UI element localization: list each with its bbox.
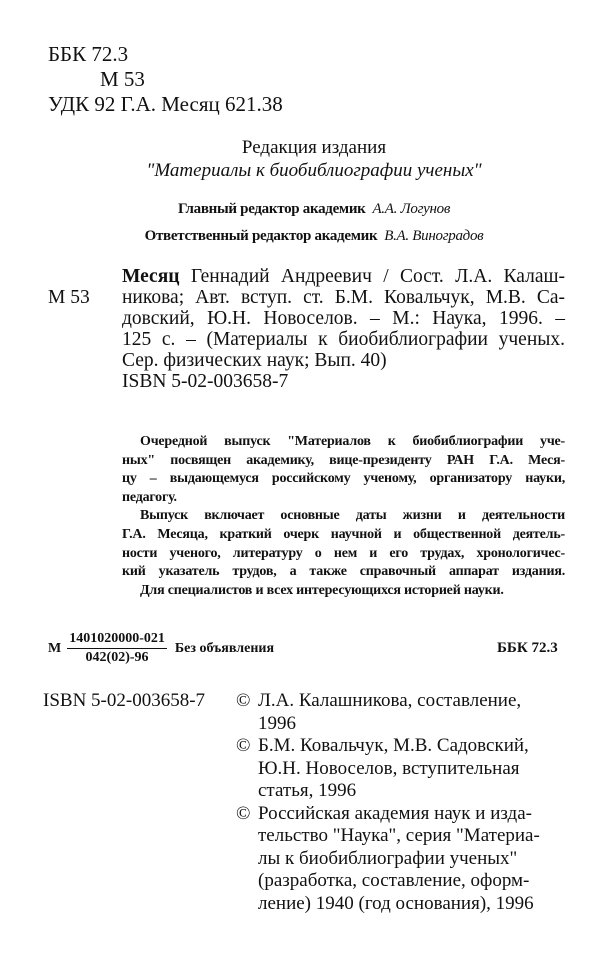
udk-code: УДК 92 Г.А. Месяц 621.38 — [48, 92, 283, 116]
annotation-line: Очередной выпуск "Материалов к биобиблиографии уче- — [140, 434, 565, 449]
imprint-fraction — [67, 630, 167, 667]
annotation-line: Выпуск включает основные даты жизни и деятельности — [140, 508, 565, 524]
imprint-letter: М — [48, 640, 62, 656]
responsible-editor — [10, 228, 608, 245]
copyright-icon: © — [236, 802, 251, 824]
bib-line: 125 с. – (Материалы к биобиблиографии ученых. — [122, 329, 565, 350]
imprint-bbk: ББК 72.3 — [497, 640, 558, 656]
imprint-note: Без объявления — [174, 640, 275, 656]
annotation — [122, 433, 565, 600]
copyright-item — [236, 735, 540, 803]
copyright-line: 1996 — [258, 712, 296, 734]
copyright-icon: © — [236, 735, 251, 756]
copyright-line: Л.А. Калашникова, составление, — [258, 690, 522, 711]
annotation-line: ности ученого, литературу о нем и его трудах, хронологичес- — [122, 545, 565, 561]
annotation-line: кий указатель трудов, а также справочный аппарат издания. — [122, 564, 565, 580]
responsible-editor-role: Ответственный редактор академик — [144, 228, 378, 244]
copyright-isbn: ISBN 5-02-003658-7 — [43, 690, 206, 711]
copyright-line: Ю.Н. Новоселов, вступительная — [258, 757, 520, 779]
imprint-denominator: 042(02)-96 — [85, 650, 149, 665]
chief-editor-name: А.А. Логунов — [372, 201, 451, 217]
annotation-line: педагогу. — [122, 489, 177, 505]
chief-editor-role: Главный редактор академик — [177, 201, 366, 217]
bbk-code: ББК 72.3 — [48, 42, 129, 66]
bibliographic-record — [122, 266, 565, 392]
editorial-title: Редакция издания — [241, 137, 387, 158]
bib-line — [122, 266, 565, 287]
bib-line-text: Геннадий Андреевич / Сост. Л.А. Калаш- — [179, 266, 565, 287]
annotation-line: цу – выдающемуся российскому ученому, организатору науки, — [122, 471, 565, 487]
bib-isbn: ISBN 5-02-003658-7 — [122, 371, 289, 392]
copyright-line: Российская академия наук и изда- — [258, 802, 532, 824]
bib-author-mark: М 53 — [48, 287, 90, 308]
bib-author-surname: Месяц — [122, 266, 180, 287]
bib-line: довский, Ю.Н. Новоселов. – М.: Наука, 1996. – — [122, 308, 565, 329]
copyright-item — [236, 690, 540, 735]
imprint-numerator: 1401020000-021 — [67, 630, 167, 649]
copyright-icon: © — [236, 690, 251, 711]
author-mark: М 53 — [100, 67, 145, 91]
chief-editor — [10, 201, 608, 218]
bib-line: никова; Авт. вступ. ст. Б.М. Ковальчук, М.В. Са- — [122, 287, 565, 308]
copyright-line: тельство "Наука", серия "Материа- — [258, 825, 540, 846]
series-title: "Материалы к биобиблиографии ученых" — [146, 160, 482, 181]
copyright-block — [236, 690, 540, 915]
annotation-line: Для специалистов и всех интересующихся историей науки. — [140, 582, 504, 598]
annotation-line: ных" посвящен академику, вице-президенту РАН Г.А. Меся- — [122, 452, 565, 468]
annotation-line: Г.А. Месяца, краткий очерк научной и общественной деятель- — [122, 526, 565, 542]
copyright-line: Б.М. Ковальчук, М.В. Садовский, — [258, 735, 529, 756]
copyright-line: ление) 1940 (год основания), 1996 — [258, 892, 534, 914]
responsible-editor-name: В.А. Виноградов — [384, 228, 484, 244]
copyright-line: статья, 1996 — [258, 780, 357, 801]
copyright-line: (разработка, составление, оформ- — [258, 870, 530, 891]
copyright-line: лы к биобиблиографии ученых" — [258, 847, 518, 869]
copyright-item — [236, 803, 540, 916]
bib-line: Сер. физических наук; Вып. 40) — [122, 350, 387, 371]
imprint-code — [48, 630, 274, 667]
